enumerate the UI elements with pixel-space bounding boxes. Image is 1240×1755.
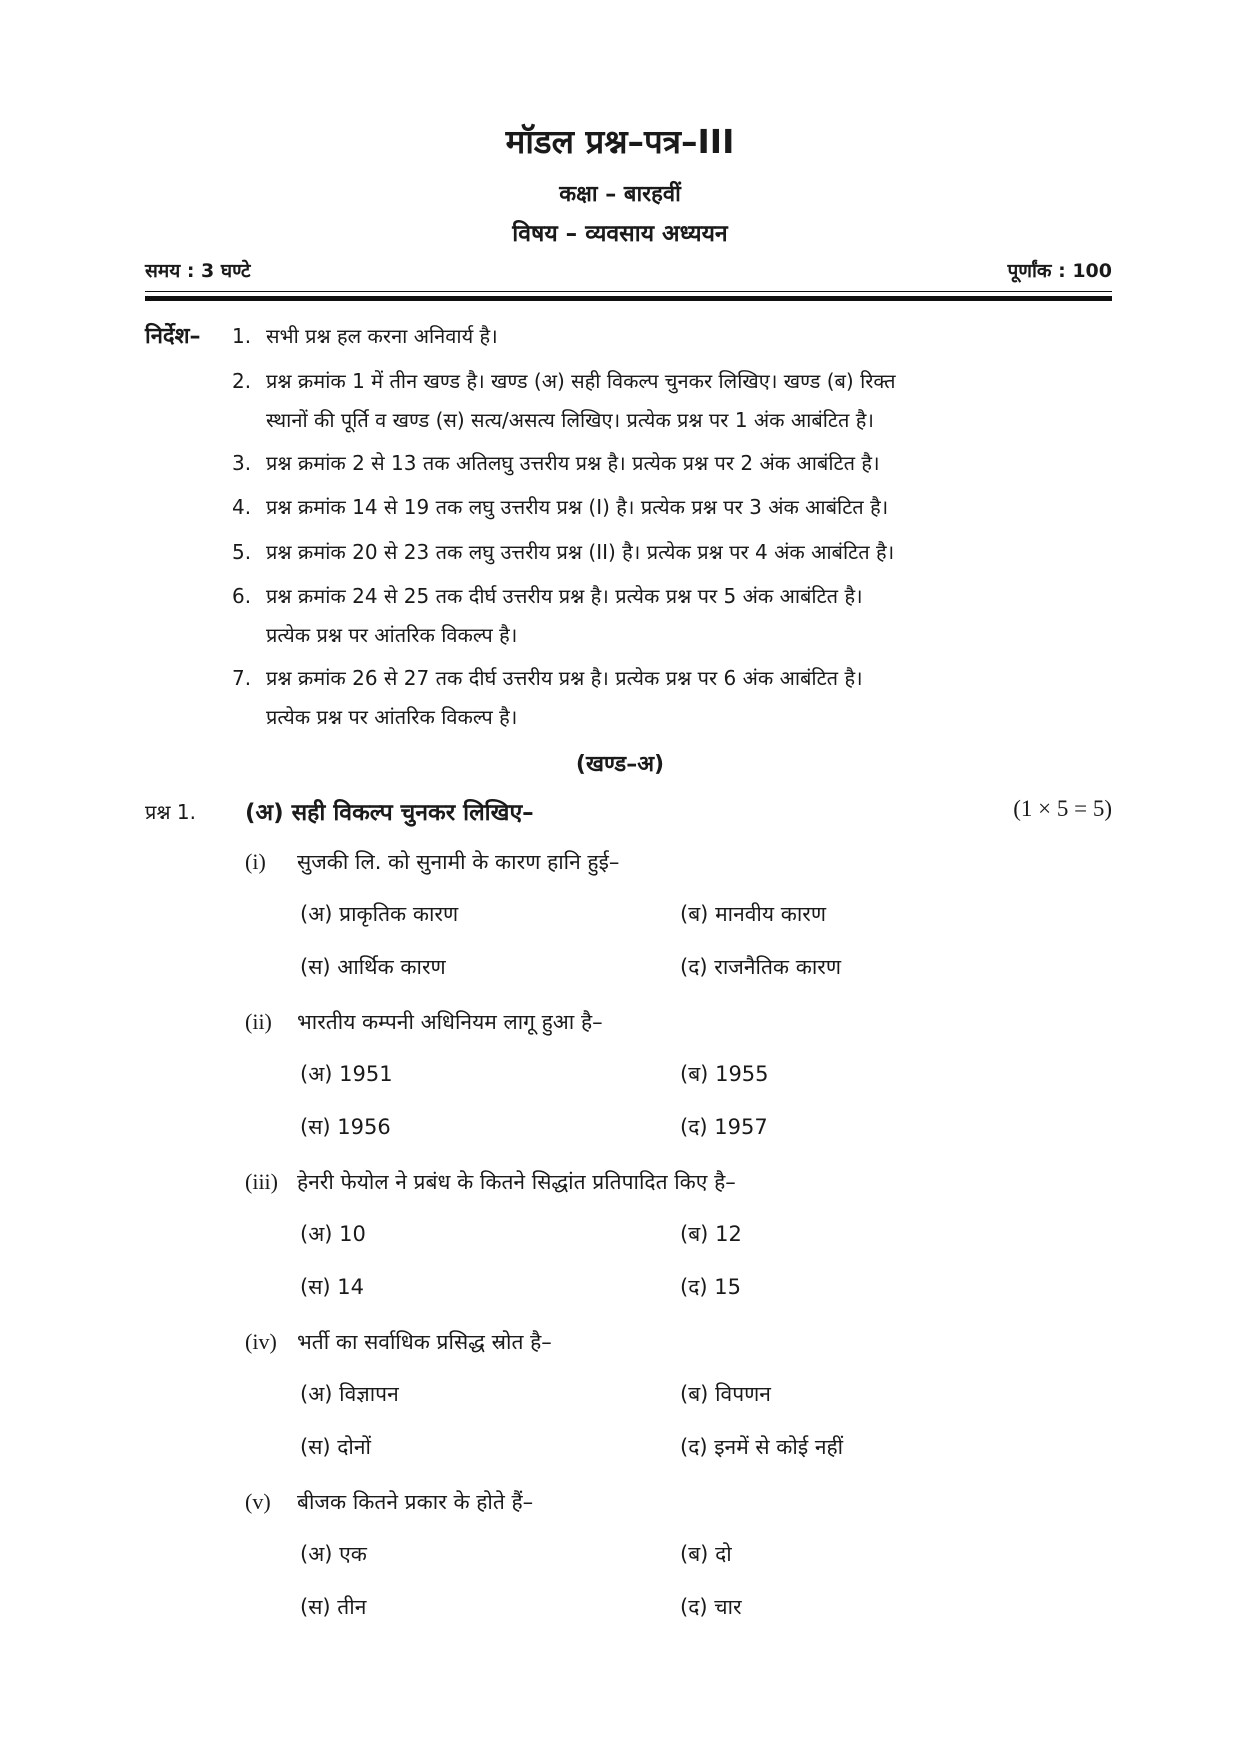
subquestion-number: (iii) (245, 1169, 278, 1194)
instructions-heading: निर्देश– (145, 324, 201, 349)
instruction-number: 7. (232, 666, 252, 690)
option-key: (अ) (300, 1542, 333, 1566)
question-title: (अ) सही विकल्प चुनकर लिखिए– (245, 800, 534, 826)
instruction-text: प्रश्न क्रमांक 1 में तीन खण्ड है। खण्ड (अ) सही विकल्प चुनकर लिखिए। खण्ड (ब) रिक्त (266, 369, 896, 393)
option-key: (द) (680, 1275, 708, 1299)
instruction-number: 2. (232, 369, 252, 393)
subject-line: विषय – व्यवसाय अध्ययन (512, 221, 728, 247)
option (300, 1220, 366, 1248)
option-key: (स) (300, 1275, 331, 1299)
instruction-item (232, 322, 498, 349)
option (300, 1540, 367, 1568)
instruction-item (232, 538, 894, 565)
instruction-number: 3. (232, 451, 252, 475)
option-text: तीन (337, 1595, 367, 1619)
option (680, 1113, 768, 1141)
option-key: (ब) (680, 1062, 709, 1086)
option-key: (द) (680, 1115, 708, 1139)
option (300, 1380, 399, 1408)
option-text: 1955 (715, 1062, 769, 1086)
option (680, 1593, 742, 1621)
subquestion-text: सुजकी लि. को सुनामी के कारण हानि हुई– (297, 850, 620, 874)
instruction-text-continued: प्रत्येक प्रश्न पर आंतरिक विकल्प है। (266, 623, 518, 647)
option-text: 1956 (337, 1115, 391, 1139)
option (300, 1060, 393, 1088)
instruction-text-continued: प्रत्येक प्रश्न पर आंतरिक विकल्प है। (266, 705, 518, 729)
option-key: (ब) (680, 902, 709, 926)
option-key: (द) (680, 1595, 708, 1619)
subquestion-text: भर्ती का सर्वाधिक प्रसिद्ध स्रोत है– (297, 1330, 552, 1354)
question-marks: (1 × 5 = 5) (1013, 796, 1112, 821)
instruction-text: सभी प्रश्न हल करना अनिवार्य है। (266, 324, 498, 348)
instruction-text-continued: स्थानों की पूर्ति व खण्ड (स) सत्य/असत्य लिखिए। प्रत्येक प्रश्न पर 1 अंक आबंटित है। (266, 408, 874, 432)
instruction-text: प्रश्न क्रमांक 20 से 23 तक लघु उत्तरीय प्रश्न (II) है। प्रत्येक प्रश्न पर 4 अंक आबंटित है। (266, 540, 895, 564)
option-text: दोनों (337, 1435, 371, 1459)
instruction-text: प्रश्न क्रमांक 14 से 19 तक लघु उत्तरीय प्रश्न (I) है। प्रत्येक प्रश्न पर 3 अंक आबंटित है। (266, 495, 889, 519)
instruction-item (232, 664, 863, 691)
subquestion (245, 1008, 603, 1036)
option-text: इनमें से कोई नहीं (714, 1435, 844, 1459)
option-text: 15 (714, 1275, 741, 1299)
section-title: (खण्ड–अ) (575, 752, 665, 777)
header-divider-thin (145, 291, 1112, 292)
paper-title: मॉडल प्रश्न–पत्र–III (505, 122, 735, 161)
subquestion (245, 1328, 552, 1356)
instruction-text: प्रश्न क्रमांक 26 से 27 तक दीर्घ उत्तरीय प्रश्न है। प्रत्येक प्रश्न पर 6 अंक आबंटित है। (266, 666, 863, 690)
option-key: (अ) (300, 902, 333, 926)
subquestion-text: बीजक कितने प्रकार के होते हैं– (297, 1490, 534, 1514)
option (300, 900, 458, 928)
instruction-number: 4. (232, 495, 252, 519)
option-text: 1957 (714, 1115, 768, 1139)
option-text: विपणन (715, 1382, 771, 1406)
option-text: मानवीय कारण (715, 902, 827, 926)
option (680, 1220, 742, 1248)
option-text: चार (714, 1595, 742, 1619)
option-text: आर्थिक कारण (337, 955, 446, 979)
option-key: (द) (680, 1435, 708, 1459)
instruction-text: प्रश्न क्रमांक 24 से 25 तक दीर्घ उत्तरीय प्रश्न है। प्रत्येक प्रश्न पर 5 अंक आबंटित है। (266, 584, 863, 608)
subquestion (245, 1168, 736, 1196)
option (680, 1273, 741, 1301)
subquestion-number: (v) (245, 1489, 271, 1514)
option-key: (स) (300, 1115, 331, 1139)
subquestion-number: (iv) (245, 1329, 277, 1354)
max-marks: पूर्णांक : 100 (1007, 260, 1112, 282)
instruction-item (232, 493, 888, 520)
option-text: 14 (337, 1275, 365, 1299)
option-key: (ब) (680, 1542, 709, 1566)
option-text: 12 (715, 1222, 742, 1246)
option-key: (ब) (680, 1382, 709, 1406)
option-text: एक (339, 1542, 367, 1566)
option (680, 900, 826, 928)
option-text: दो (715, 1542, 732, 1566)
option-key: (स) (300, 1435, 331, 1459)
option (680, 1433, 843, 1461)
time-allowed: समय : 3 घण्टे (145, 260, 251, 282)
option-key: (स) (300, 955, 331, 979)
option-key: (ब) (680, 1222, 709, 1246)
option-key: (अ) (300, 1222, 333, 1246)
option (680, 1540, 732, 1568)
subquestion-number: (i) (245, 849, 266, 874)
instruction-number: 6. (232, 584, 252, 608)
option-key: (अ) (300, 1382, 333, 1406)
question-label: प्रश्न 1. (145, 800, 196, 824)
option (300, 1593, 366, 1621)
option (300, 1433, 371, 1461)
option (300, 953, 446, 981)
option-text: विज्ञापन (339, 1382, 399, 1406)
instruction-item (232, 367, 896, 394)
instruction-item (232, 582, 863, 609)
instruction-number: 1. (232, 324, 252, 348)
option-text: प्राकृतिक कारण (339, 902, 459, 926)
subquestion (245, 1488, 533, 1516)
subquestion-text: हेनरी फेयोल ने प्रबंध के कितने सिद्धांत प्रतिपादित किए है– (297, 1170, 736, 1194)
option-text: 1951 (339, 1062, 393, 1086)
subquestion-number: (ii) (245, 1009, 272, 1034)
option-text: 10 (339, 1222, 366, 1246)
option (680, 1380, 771, 1408)
option (300, 1113, 391, 1141)
option (300, 1273, 364, 1301)
option-text: राजनैतिक कारण (714, 955, 842, 979)
option (680, 953, 841, 981)
instruction-text: प्रश्न क्रमांक 2 से 13 तक अतिलघु उत्तरीय प्रश्न है। प्रत्येक प्रश्न पर 2 अंक आबंटित है। (266, 451, 880, 475)
class-line: कक्षा – बारहवीं (559, 182, 681, 207)
header-divider-thick (145, 296, 1112, 301)
option-key: (द) (680, 955, 708, 979)
option (680, 1060, 769, 1088)
subquestion-text: भारतीय कम्पनी अधिनियम लागू हुआ है– (297, 1010, 603, 1034)
subquestion (245, 848, 619, 876)
instruction-number: 5. (232, 540, 252, 564)
option-key: (अ) (300, 1062, 333, 1086)
option-key: (स) (300, 1595, 331, 1619)
instruction-item (232, 449, 880, 476)
